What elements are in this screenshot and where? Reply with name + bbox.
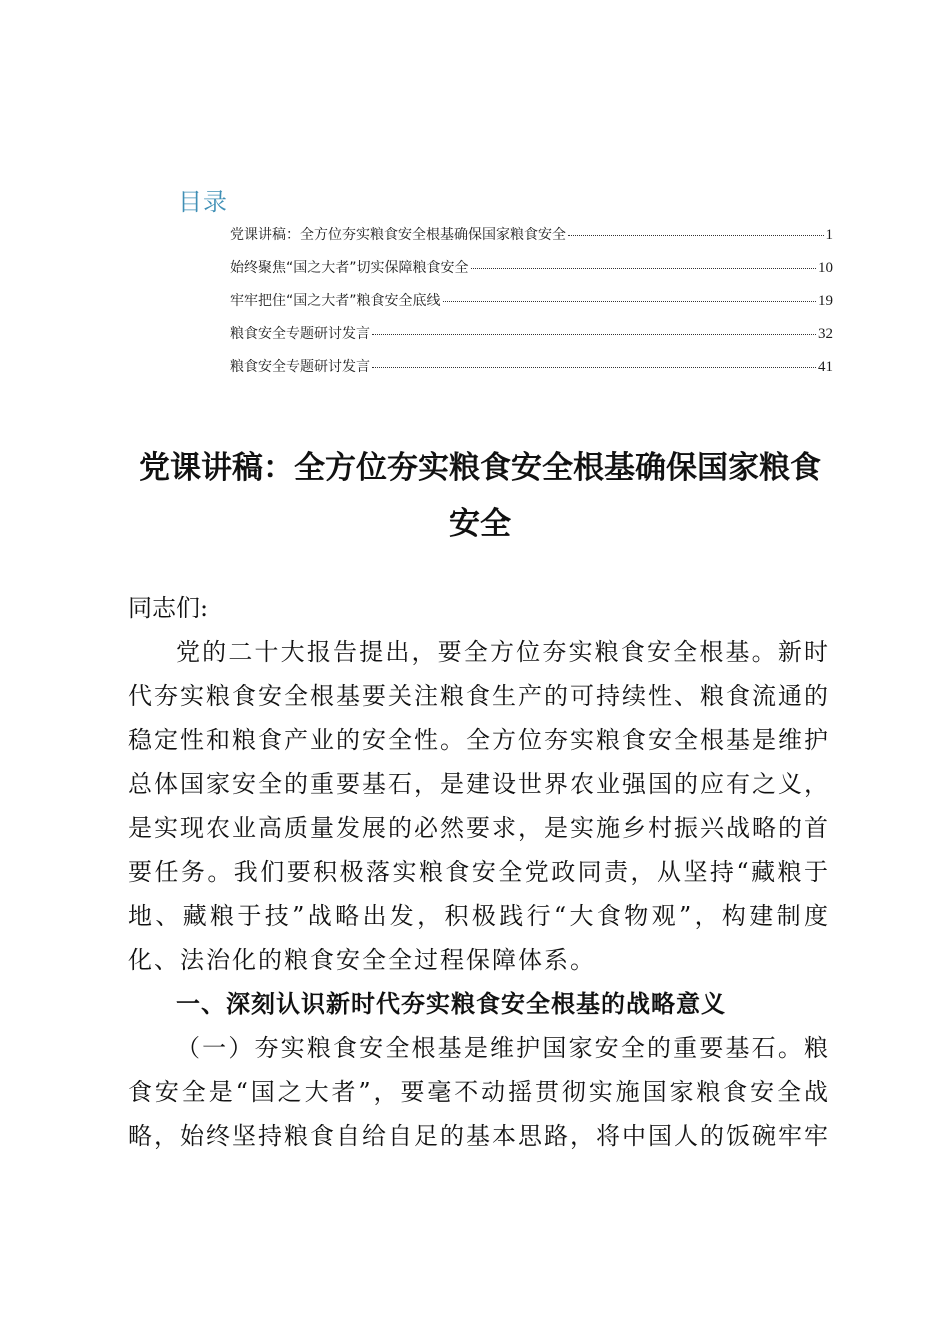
table-of-contents bbox=[230, 224, 833, 389]
document-title-line: 党课讲稿：全方位夯实粮食安全根基确保国家粮食 bbox=[139, 450, 821, 486]
salutation: 同志们: bbox=[128, 594, 209, 622]
toc-entry-page: 1 bbox=[825, 227, 833, 243]
section-heading: 一、深刻认识新时代夯实粮食安全根基的战略意义 bbox=[176, 990, 726, 1018]
body-paragraph: 党的二十大报告提出，要全方位夯实粮食安全根基。新时代夯实粮食安全根基要关注粮食生产的可持续性、粮食流通的稳定性和粮食产业的安全性。全方位夯实粮食安全根基是维护总体国家安全的重要基石，是建设世界农业强国的应有之义，是实现农业高质量发展的必然要求，是实施乡村振兴战略的首要任务。我们要积极落实粮食安全党政同责，从坚持“藏粮于地、藏粮于技”战略出发，积极践行“大食物观”，构建制度化、法治化的粮食安全全过程保障体系。 bbox=[128, 638, 830, 974]
toc-leader-dots bbox=[443, 301, 816, 302]
toc-entry-title: 始终聚焦“国之大者”切实保障粮食安全 bbox=[230, 260, 469, 276]
toc-entry[interactable] bbox=[230, 323, 833, 356]
toc-heading: 目录 bbox=[178, 188, 228, 216]
toc-entry-page: 10 bbox=[818, 260, 833, 276]
toc-entry-title: 粮食安全专题研讨发言 bbox=[230, 359, 370, 375]
body-paragraph: （一）夯实粮食安全根基是维护国家安全的重要基石。粮食安全是“国之大者”，要毫不动摇贯彻实施国家粮食安全战略，始终坚持粮食自给自足的基本思路，将中国人的饭碗牢牢 bbox=[128, 1034, 830, 1150]
toc-entry[interactable] bbox=[230, 290, 833, 323]
document-title bbox=[120, 440, 840, 552]
toc-leader-dots bbox=[471, 268, 816, 269]
document-title-line: 安全 bbox=[449, 506, 511, 542]
toc-entry[interactable] bbox=[230, 356, 833, 389]
toc-entry[interactable] bbox=[230, 224, 833, 257]
toc-leader-dots bbox=[568, 235, 824, 236]
toc-entry-title: 牢牢把住“国之大者”粮食安全底线 bbox=[230, 293, 441, 309]
toc-entry-page: 32 bbox=[818, 326, 833, 342]
document-body bbox=[128, 586, 830, 1158]
toc-leader-dots bbox=[372, 367, 816, 368]
toc-entry-title: 粮食安全专题研讨发言 bbox=[230, 326, 370, 342]
toc-entry-page: 19 bbox=[818, 293, 833, 309]
toc-entry[interactable] bbox=[230, 257, 833, 290]
toc-entry-page: 41 bbox=[818, 359, 833, 375]
toc-leader-dots bbox=[372, 334, 816, 335]
toc-entry-title: 党课讲稿：全方位夯实粮食安全根基确保国家粮食安全 bbox=[230, 227, 566, 243]
